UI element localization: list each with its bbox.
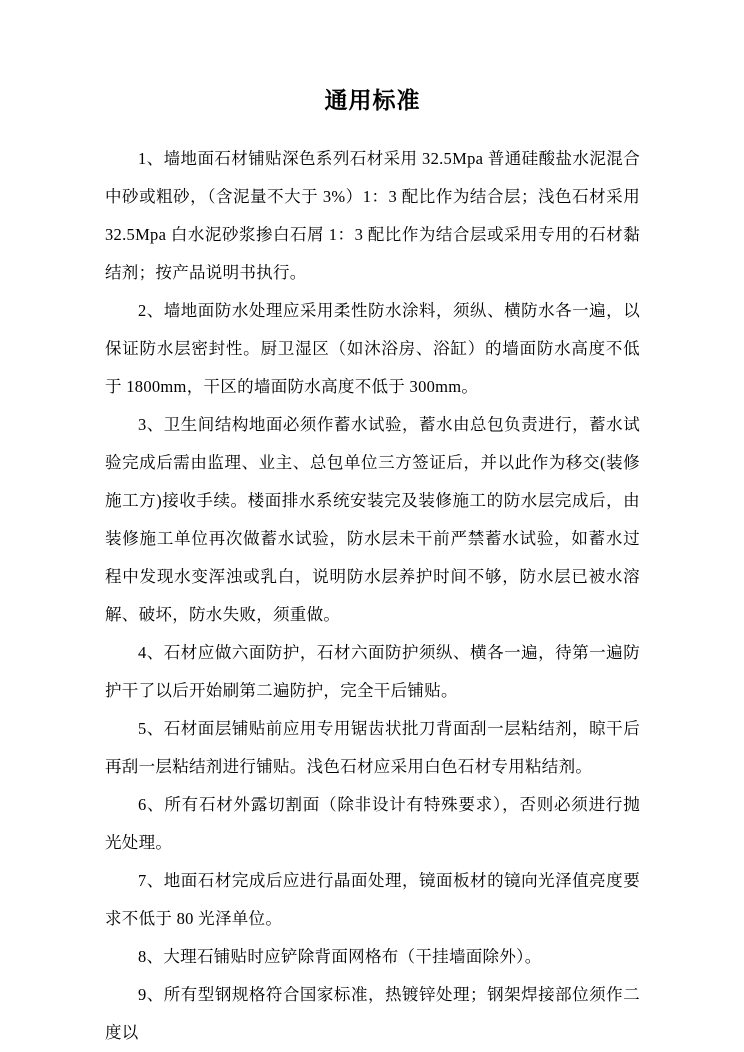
paragraph-7: 7、地面石材完成后应进行晶面处理，镜面板材的镜向光泽值亮度要求不低于 80 光泽单位。 <box>105 871 640 928</box>
paragraph-9: 9、所有型钢规格符合国家标准，热镀锌处理；钢架焊接部位须作二度以 <box>105 985 640 1042</box>
paragraph-8: 8、大理石铺贴时应铲除背面网格布（干挂墙面除外）。 <box>138 947 542 966</box>
paragraph-3: 3、卫生间结构地面必须作蓄水试验，蓄水由总包负责进行，蓄水试验完成后需由监理、业主、总包单位三方签证后，并以此作为移交(装修施工方)接收手续。楼面排水系统安装完及装修施工的防水层完成后，由装修施工单位再次做蓄水试验，防水层未干前严禁蓄水试验，如蓄水过程中发现水变浑浊或乳白，说明防水层养护时间不够，防水层已被水溶解、破坏，防水失败，须重做。 <box>105 415 640 624</box>
paragraph-1: 1、墙地面石材铺贴深色系列石材采用 32.5Mpa 普通硅酸盐水泥混合中砂或粗砂，（含泥量不大于 3%）1：3 配比作为结合层；浅色石材采用 32.5Mpa 白水泥砂浆掺白石屑 1：3 配比作为结合层或采用专用的石材黏结剂；按产品说明书执行。 <box>105 149 640 282</box>
document-title: 通用标准 <box>324 88 421 113</box>
paragraph-2: 2、墙地面防水处理应采用柔性防水涂料，须纵、横防水各一遍，以保证防水层密封性。厨卫湿区（如沐浴房、浴缸）的墙面防水高度不低于 1800mm，干区的墙面防水高度不低于 300mm。 <box>105 301 640 396</box>
paragraph-4: 4、石材应做六面防护，石材六面防护须纵、横各一遍，待第一遍防护干了以后开始刷第二遍防护，完全干后铺贴。 <box>105 643 640 700</box>
paragraph-6: 6、所有石材外露切割面（除非设计有特殊要求），否则必须进行抛光处理。 <box>105 795 640 852</box>
paragraph-5: 5、石材面层铺贴前应用专用锯齿状批刀背面刮一层粘结剂，晾干后再刮一层粘结剂进行铺贴。浅色石材应采用白色石材专用粘结剂。 <box>105 719 640 776</box>
